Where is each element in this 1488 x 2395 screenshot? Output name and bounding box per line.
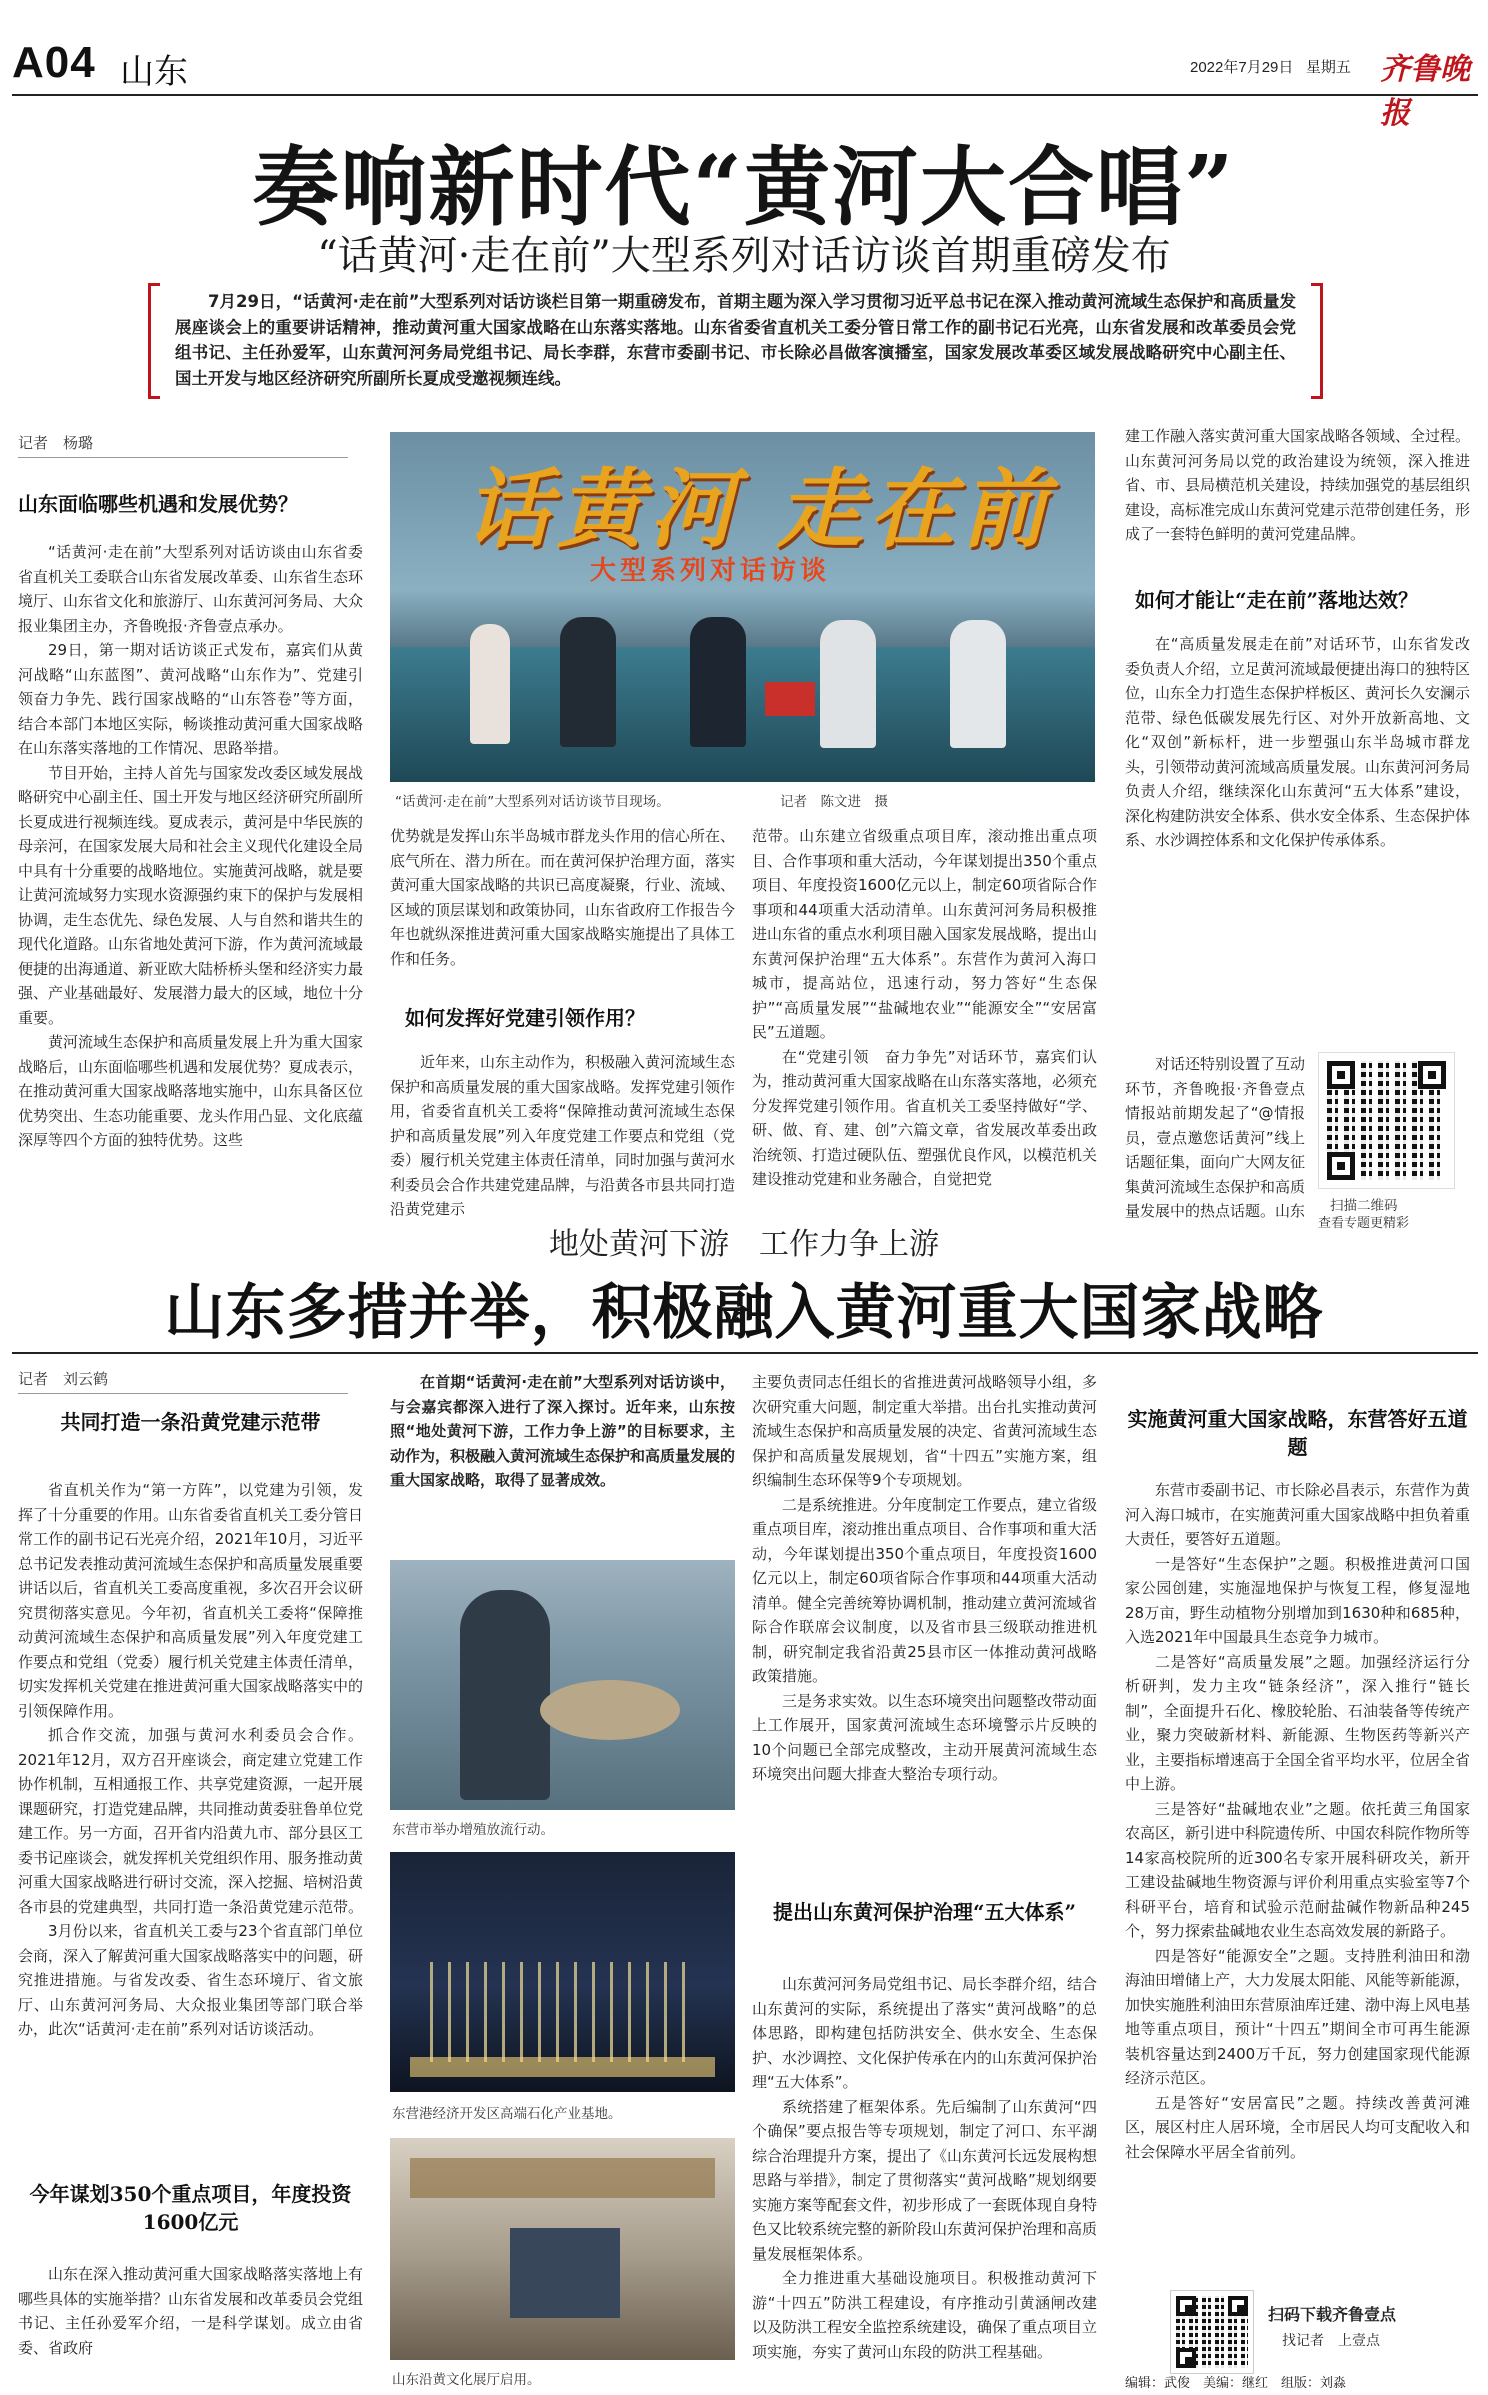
photo-subtitle: 大型系列对话访谈 (590, 556, 831, 586)
paragraph: 三是务求实效。以生态环境突出问题整改带动面上工作展开，国家黄河流域生态环境警示片反映的10个问题已全部完成整改，主动开展黄河流域生态环境突出问题大排查大整治专项行动。 (752, 1691, 1097, 1783)
paragraph: 一是答好“生态保护”之题。积极推进黄河口国家公园创建，实施湿地保护与恢复工程，修复湿地28万亩，野生动植物分别增加到1630种和685种，入选2021年中国最具生态竞争力城市。 (1125, 1554, 1470, 1646)
paragraph: 在“高质量发展走在前”对话环节，山东省发改委负责人介绍，立足黄河流域最便捷出海口的独特区位，山东全力打造生态保护样板区、黄河长久安澜示范带、绿色低碳发展先行区、对外开放新高地、文化“双创”新标杆，进一步塑强山东半岛城市群龙头，引领带动黄河流域高质量发展。山东黄河河务局负责人介绍，继续深化山东黄河“五大体系”建设，深化构建防洪安全体系、供水安全体系、生态保护体系、水沙调控体系和文化保护传承体系。 (1125, 635, 1470, 849)
qr-finder (1327, 1061, 1355, 1089)
industrial-lights (430, 1962, 700, 2062)
paragraph: 四是答好“能源安全”之题。支持胜利油田和渤海油田增储上产，大力发展太阳能、风能等新能源，加快实施胜利油田东营原油库迁建、渤中海上风电基地等重点项目，预计“十四五”期间全市可再生能源装机容量达到2400万千瓦，努力创建国家现代能源经济示范区。 (1125, 1946, 1470, 2087)
section-name: 山东 (120, 53, 188, 91)
bottom-subhead-2: 今年谋划350个重点项目，年度投资1600亿元 (29, 2182, 352, 2234)
top-column-3 (752, 824, 1097, 1220)
page-number: A04 (12, 38, 96, 87)
newspaper-logo: 齐鲁晚报 (1380, 52, 1470, 131)
bottom-intro (390, 1370, 735, 1548)
paragraph: 范带。山东建立省级重点项目库，滚动推出重点项目、合作事项和重大活动，今年谋划提出350个重点项目、年度投资1600亿元以上，制定60项省际合作事项和44项重大活动清单。山东黄河河务局积极推进山东省的重点水利项目融入国家发展战略，提出山东黄河保护治理“五大体系”。东营作为黄河入海口城市，提高站位，迅速行动，努力答好“生态保护”“高质量发展”“盐碱地农业”“能源安全”“安居富民”五道题。 (752, 827, 1097, 1041)
fish-basket (540, 1680, 680, 1740)
top-column-2a (390, 824, 735, 976)
paragraph: 山东在深入推动黄河重大国家战略落实落地上有哪些具体的实施举措？山东省发展和改革委员会党组书记、主任孙爱军介绍，一是科学谋划。成立由省委、省政府 (18, 2265, 363, 2357)
bottom-subhead-4: 实施黄河重大国家战略，东营答好五道题 (1127, 1407, 1468, 1459)
paragraph: 优势就是发挥山东半岛城市群龙头作用的信心所在、底气所在、潜力所在。而在黄河保护治理方面，落实黄河重大国家战略的共识已高度凝聚，行业、流域、区域的顶层谋划和政策协同，山东省政府工作报告今年也就纵深推进黄河重大国家战略实施提出了具体工作和任务。 (390, 827, 735, 968)
app-download-line2: 找记者 上壹点 (1282, 2333, 1380, 2349)
paragraph: 建工作融入落实黄河重大国家战略各领域、全过程。山东黄河河务局以党的政治建设为统领，深入推进省、市、县局横范机关建设，持续加强党的基层组织建设，高标准完成山东黄河党建示范带创建任务，形成了一套特色鲜明的黄河党建品牌。 (1125, 427, 1470, 543)
photo-caption-2: 东营港经济开发区高端石化产业基地。 (392, 2106, 622, 2122)
photo-petrochemical-base (390, 1852, 735, 2092)
person-figure (560, 617, 616, 747)
bottom-byline: 记者 刘云鹤 (18, 1368, 348, 1394)
qr-code-topic[interactable] (1318, 1052, 1455, 1189)
mid-rule (12, 1352, 1478, 1354)
bottom-subhead-1: 共同打造一条沿黄党建示范带 (60, 1410, 321, 1434)
top-photo-caption: “话黄河·走在前”大型系列对话访谈节目现场。 (395, 794, 670, 810)
main-headline: 奏响新时代“黄河大合唱” (252, 137, 1236, 238)
top-column-4a (1125, 424, 1470, 572)
top-column-2b (390, 1050, 735, 1220)
industrial-glow (410, 2057, 715, 2077)
main-subheadline: “话黄河·走在前”大型系列对话访谈首期重磅发布 (317, 233, 1171, 279)
bottom-column-3 (752, 1370, 1097, 1890)
qr-code-app[interactable] (1170, 2290, 1254, 2374)
app-download-line1: 扫码下载齐鲁壹点 (1268, 2305, 1397, 2324)
bottom-column-4 (1125, 1478, 1470, 2278)
qr-finder (1327, 1152, 1355, 1180)
paragraph: 主要负责同志任组长的省推进黄河战略领导小组，多次研究重大问题，制定重大举措。出台扎实推动黄河流域生态保护和高质量发展的决定、省黄河流域生态保护和高质量发展规划，省“十四五”实施方案，组织编制生态环保等9个专项规划。 (752, 1373, 1097, 1489)
photo-caption-1: 东营市举办增殖放流行动。 (392, 1822, 554, 1838)
paragraph: 省直机关作为“第一方阵”，以党建为引领，发挥了十分重要的作用。山东省委省直机关工委分管日常工作的副书记石光亮介绍，2021年10月，习近平总书记发表推动黄河流域生态保护和高质量发展重要讲话以后，省直机关工委高度重视，多次召开会议研究贯彻落实意见。今年初，省直机关工委将“保障推动黄河流域生态保护和高质量发展”列入年度党建工作要点和党组（党委）履行机关党建主体责任清单，切实发挥机关党建在推进黄河重大国家战略落实中的引领保障作用。 (18, 1481, 363, 1720)
qr-finder (1176, 2348, 1196, 2368)
person-figure (470, 624, 510, 744)
issue-date-text: 2022年7月29日 (1190, 59, 1294, 76)
paragraph: 五是答好“安居富民”之题。持续改善黄河滩区，展区村庄人居环境，全市居民人均可支配收入和社会保障水平居全省前列。 (1125, 2093, 1470, 2161)
qr-finder (1418, 1061, 1446, 1089)
photo-culture-hall (390, 2138, 735, 2360)
paragraph: 三是答好“盐碱地农业”之题。依托黄三角国家农高区，新引进中科院遗传所、中国农科院作物所等14家高校院所的近300名专家开展科研攻关，新开工建设盐碱地生物资源与评价利用重点实验室等7个科研平台，培育和试验示范耐盐碱作物新品种245个，努力探索盐碱地农业生态高效发展的新路子。 (1125, 1799, 1470, 1940)
paragraph: 3月份以来，省直机关工委与23个省直部门单位会商，深入了解黄河重大国家战略落实中的问题，研究推进措施。与省发改委、省生态环境厅、省文旅厅、山东黄河河务局、大众报业集团等部门联合举办，此次“话黄河·走在前”系列对话访谈活动。 (18, 1922, 363, 2038)
hall-screen (510, 2228, 620, 2318)
lead-box (148, 283, 1323, 399)
paragraph: 29日，第一期对话访谈正式发布，嘉宾们从黄河战略“山东蓝图”、黄河战略“山东作为”、党建引领奋力争先、践行国家战略的“山东答卷”等方面，结合本部门本地区实际，畅谈推动黄河重大国家战略在山东落实落地的工作情况、思路举措。 (18, 641, 363, 757)
top-byline: 记者 杨璐 (18, 432, 348, 458)
photo-caption-3: 山东沿黄文化展厅启用。 (392, 2372, 541, 2388)
mid-headline: 山东多措并举，积极融入黄河重大国家战略 (164, 1278, 1324, 1348)
qr-caption-line1: 扫描二维码 (1330, 1198, 1398, 1214)
header-rule (12, 94, 1478, 96)
paragraph: 对话还特别设置了互动环节，齐鲁晚报·齐鲁壹点情报站前期发起了“@情报员，壹点邀您话黄河”线上话题征集，面向广大网友征集黄河流域生态保护和高质量发展中的热点话题。山东 (1125, 1055, 1305, 1220)
lead-text: 7月29日，“话黄河·走在前”大型系列对话访谈栏目第一期重磅发布，首期主题为深入学习贯彻习近平总书记在深入推动黄河流域生态保护和高质量发展座谈会上的重要讲话精神，推动黄河重大国家战略在山东落实落地。山东省委省直机关工委分管日常工作的副书记石光亮，山东省发展和改革委员会党组书记、主任孙爱军，山东黄河河务局党组书记、局长李群，东营市委副书记、市长除必昌做客演播室，国家发展改革委区域发展战略研究中心副主任、国土开发与地区经济研究所副所长夏成受邀视频连线。 (175, 292, 1296, 388)
paragraph: 二是系统推进。分年度制定工作要点，建立省级重点项目库，滚动推出重点项目、合作事项和重大活动，今年谋划提出350个重点项目，年度投资1600亿元以上，制定60项省际合作事项和44项重大活动清单。健全完善统筹协调机制，推动建立黄河流域省际合作联席会议制度，以及省市县三级联动推进机制，研究制定我省沿黄25县市区一体推动黄河战略政策措施。 (752, 1495, 1097, 1685)
paragraph: 黄河流域生态保护和高质量发展上升为重大国家战略后，山东面临哪些机遇和发展优势？夏成表示，在推动黄河重大国家战略落地实施中，山东具备区位优势突出、生态功能重要、龙头作用凸显、文化底蕴深厚等四个方面的独特优势。这些 (18, 1033, 363, 1149)
top-question-2: 如何发挥好党建引领作用？ (405, 1006, 645, 1030)
paragraph: 抓合作交流，加强与黄河水利委员会合作。2021年12月，双方召开座谈会，商定建立党建工作协作机制，互相通报工作、共享党建资源，一起开展课题研究，打造党建品牌，共同推动黄委驻鲁单位党建工作。另一方面，召开省内沿黄九市、部分县区工委书记座谈会，就发挥机关党组织作用、服务推动黄河重大国家战略进行研讨交流，深入挖掘、培树沿黄各市县的党建典型，共同打造一条沿黄党建示范带。 (18, 1726, 363, 1916)
bottom-column-1 (18, 1478, 363, 2163)
issue-date (1190, 56, 1351, 77)
person-figure (690, 617, 746, 747)
photo-title: 话黄河 走在前 (465, 459, 1053, 560)
paragraph: 山东黄河河务局党组书记、局长李群介绍，结合山东黄河的实际，系统提出了落实“黄河战略”的总体思路，即构建包括防洪安全、供水安全、生态保护、水沙调控、文化保护传承在内的山东黄河保护治理“五大体系”。 (752, 1975, 1097, 2091)
person-figure (820, 620, 876, 748)
top-question-1: 山东面临哪些机遇和发展优势？ (18, 492, 298, 516)
paragraph: 全力推进重大基础设施项目。积极推动黄河下游“十四五”防洪工程建设，有序推动引黄涵闸改建以及防洪工程安全监控系统建设，确保了重点项目立项实施，夯实了黄河山东段的防洪工程基础。 (752, 2269, 1097, 2361)
intro-text: 在首期“话黄河·走在前”大型系列对话访谈中，与会嘉宾都深入进行了深入探讨。近年来，山东按照“地处黄河下游，工作力争上游”的目标要求，主动作为，积极融入黄河流域生态保护和高质量发展的重大国家战略，取得了显著成效。 (390, 1373, 735, 1489)
paragraph: 近年来，山东主动作为，积极融入黄河流域生态保护和高质量发展的重大国家战略。发挥党建引领作用，省委省直机关工委将“保障推动黄河流域生态保护和高质量发展”列入年度党建工作要点和党组（党委）履行机关党建主体责任清单，同时加强与黄河水利委员会合作共建党建品牌，与沿黄各市县共同打造沿黄党建示 (390, 1053, 735, 1218)
bottom-column-3b (752, 1972, 1097, 2387)
bottom-subhead-3: 提出山东黄河保护治理“五大体系” (772, 1900, 1076, 1924)
paragraph: “话黄河·走在前”大型系列对话访谈由山东省委省直机关工委联合山东省发展改革委、山东省生态环境厅、山东省文化和旅游厅、山东黄河河务局、大众报业集团主办，齐鲁晚报·齐鲁壹点承办。 (18, 543, 363, 635)
paragraph: 在“党建引领 奋力争先”对话环节，嘉宾们认为，推动黄河重大国家战略在山东落实落地，必须充分发挥党建引领作用。省直机关工委坚持做好“学、研、做、育、建、创”六篇文章，省发展改革委出政治统领、打造过硬队伍、塑强优良作风，以模范机关建设推动党建和业务融合，自觉把党 (752, 1047, 1097, 1188)
mid-kicker: 地处黄河下游 工作力争上游 (549, 1227, 939, 1262)
studio-photo (390, 432, 1095, 782)
person-figure (950, 620, 1006, 748)
editor-credits: 编辑：武俊 美编：继红 组版：刘淼 (1125, 2376, 1347, 2391)
issue-weekday: 星期五 (1305, 59, 1351, 76)
top-column-1 (18, 540, 363, 1220)
hall-ceiling (410, 2158, 715, 2198)
paragraph: 东营市委副书记、市长除必昌表示，东营作为黄河入海口城市，在实施黄河重大国家战略中担负着重大责任，要答好五道题。 (1125, 1481, 1470, 1548)
photo-release-fish (390, 1560, 735, 1810)
qr-caption-line2: 查看专题更精彩 (1318, 1216, 1410, 1231)
paragraph: 系统搭建了框架体系。先后编制了山东黄河“四个确保”要点报告等专项规划，制定了河口、东平湖综合治理提升方案，提出了《山东黄河长远发展构想思路与举措》，制定了贯彻落实“黄河战略”规划纲要实施方案等配套文件，初步形成了一套既体现自身特色又比较系统完整的新阶段山东黄河保护治理和高质量发展框架体系。 (752, 2097, 1097, 2263)
top-column-4c (1125, 1052, 1305, 1220)
paragraph: 节目开始，主持人首先与国家发改委区域发展战略研究中心副主任、国土开发与地区经济研究所副所长夏成进行视频连线。夏成表示，黄河是中华民族的母亲河，在国家发展大局和社会主义现代化建设全局中具有十分重要的战略地位。实施黄河战略，就是要让黄河流域努力实现水资源强约束下的保护与发展相协调，走生态优先、绿色发展、人与自然和谐共生的现代化道路。山东省地处黄河下游，作为黄河流域最便捷的出海通道、新亚欧大陆桥桥头堡和经济实力最强、产业基础最好、发展潜力最大的区域，地位十分重要。 (18, 763, 363, 1027)
qr-finder (1176, 2296, 1196, 2316)
paragraph: 二是答好“高质量发展”之题。加强经济运行分析研判，发力主攻“链条经济”，深入推行“链长制”，全面提升石化、橡胶轮胎、石油装备等传统产业，聚力突破新材料、新能源、生物医药等新兴产业，主要指标增速高于全国全省平均水平，位居全省中上游。 (1125, 1652, 1470, 1793)
top-photo-credit: 记者 陈文进 摄 (780, 794, 888, 810)
top-question-3: 如何才能让“走在前”落地达效？ (1135, 588, 1419, 612)
top-column-4b (1125, 632, 1470, 1052)
qr-finder (1228, 2296, 1248, 2316)
bottom-column-1b (18, 2262, 363, 2386)
person-figure (460, 1590, 550, 1800)
studio-screen (765, 682, 815, 716)
